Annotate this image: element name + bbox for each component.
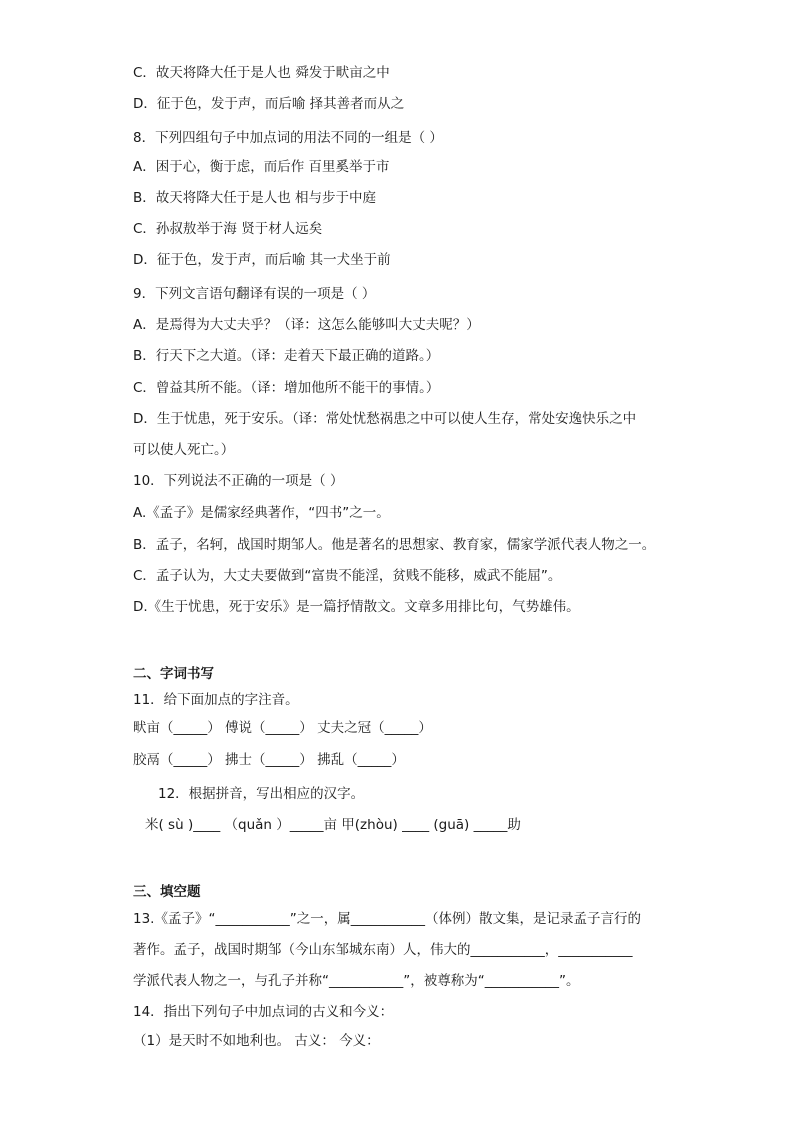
q7-option-c: C．故天将降大任于是人也 舜发于畎亩之中 — [133, 65, 390, 81]
q8-option-d: D．征于色，发于声，而后喻 其一犬坐于前 — [133, 252, 391, 268]
q8-stem: 8．下列四组句子中加点词的用法不同的一组是（ ） — [133, 130, 443, 146]
q12-stem: 12．根据拼音，写出相应的汉字。 — [158, 786, 365, 802]
q13-line-1: 13.《孟子》“___________”之一，属___________（体例）散文集，是记录孟子言行的 — [133, 911, 641, 927]
q13-line-3: 学派代表人物之一，与孔子并称“___________”，被尊称为“___________”。 — [133, 973, 580, 989]
q9-option-a: A．是焉得为大丈夫乎？（译：这怎么能够叫大丈夫呢？） — [133, 317, 480, 333]
q10-option-a: A.《孟子》是儒家经典著作，“四书”之一。 — [133, 505, 390, 521]
q11-stem: 11．给下面加点的字注音。 — [133, 692, 299, 708]
q10-stem: 10．下列说法不正确的一项是（ ） — [133, 473, 344, 489]
q9-option-d-cont: 可以使人死亡。） — [133, 442, 235, 458]
q7-option-d: D．征于色，发于声，而后喻 择其善者而从之 — [133, 96, 405, 112]
q8-option-b: B．故天将降大任于是人也 相与步于中庭 — [133, 190, 377, 206]
q10-option-d: D.《生于忧患，死于安乐》是一篇抒情散文。文章多用排比句，气势雄伟。 — [133, 599, 580, 615]
q9-option-b: B．行天下之大道。（译：走着天下最正确的道路。） — [133, 348, 440, 364]
q9-stem: 9．下列文言语句翻译有误的一项是（ ） — [133, 286, 376, 302]
q9-option-d: D．生于忧患，死于安乐。（译：常处忧愁祸患之中可以使人生存，常处安逸快乐之中 — [133, 411, 637, 427]
q8-option-a: A．困于心，衡于虑，而后作 百里奚举于市 — [133, 159, 390, 175]
q8-option-c: C．孙叔敖举于海 贤于材人远矣 — [133, 221, 323, 237]
section-3-heading: 三、填空题 — [133, 884, 201, 900]
q10-option-c: C．孟子认为，大丈夫要做到“富贵不能淫，贫贱不能移，威武不能屈”。 — [133, 568, 562, 584]
q11-row-1: 畎亩（_____） 傅说（_____） 丈夫之冠（_____） — [133, 720, 432, 736]
q9-option-c: C．曾益其所不能。（译：增加他所不能干的事情。） — [133, 380, 440, 396]
q12-row: 米( sù )____ （quǎn ）_____亩 甲(zhòu) ____ (guā) _____助 — [145, 817, 521, 833]
q10-option-b: B．孟子，名轲，战国时期邹人。他是著名的思想家、教育家，儒家学派代表人物之一。 — [133, 537, 656, 553]
q13-line-2: 著作。孟子，战国时期邹（今山东邹城东南）人，伟大的___________，___________ — [133, 942, 633, 958]
q14-item-1: （1）是天时不如地利也。 古义： 今义： — [133, 1033, 380, 1049]
q14-stem: 14．指出下列句子中加点词的古义和今义： — [133, 1004, 394, 1020]
section-2-heading: 二、字词书写 — [133, 666, 214, 682]
q11-row-2: 胶鬲（_____） 拂士（_____） 拂乱（_____） — [133, 752, 405, 768]
